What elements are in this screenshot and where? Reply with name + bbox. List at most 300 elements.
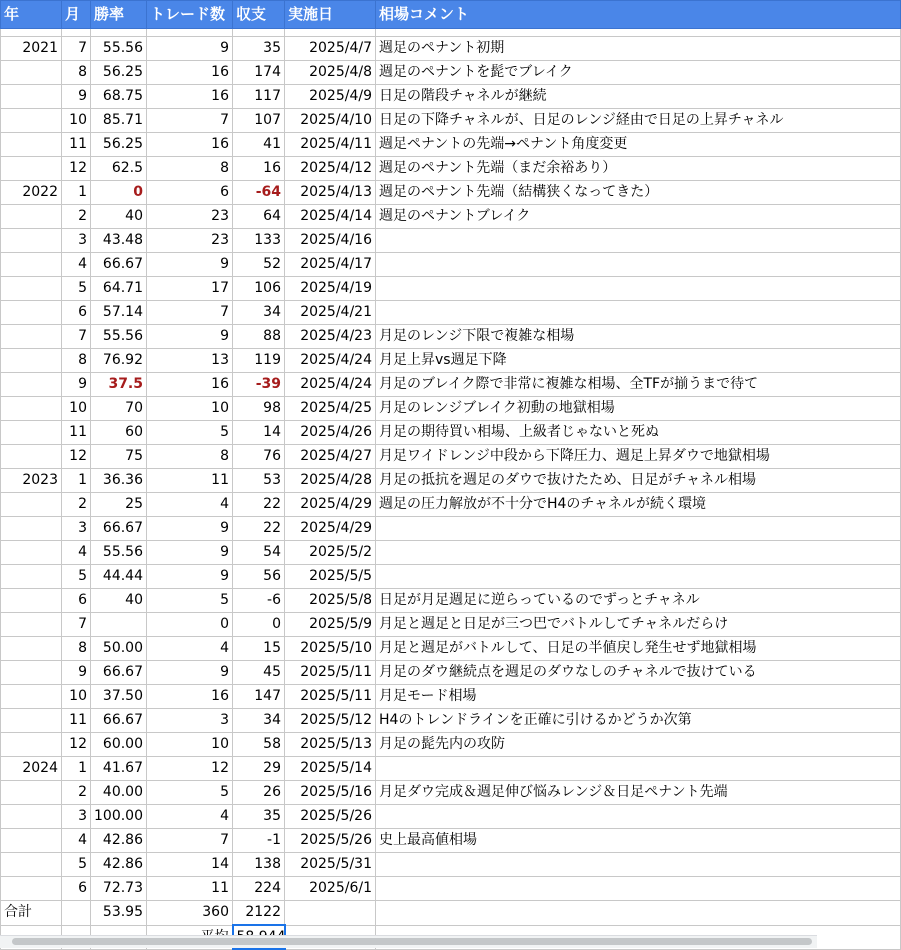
cell-trades[interactable]: 5 xyxy=(147,589,233,613)
cell-trades[interactable]: 8 xyxy=(147,157,233,181)
cell-year[interactable] xyxy=(1,637,62,661)
table-row xyxy=(1,829,901,853)
table-row xyxy=(1,853,901,877)
cell-month[interactable]: 6 xyxy=(62,589,91,613)
table-row xyxy=(1,181,901,205)
cell-date[interactable]: 2025/4/28 xyxy=(285,469,376,493)
cell-profit[interactable]: 64 xyxy=(233,205,285,229)
cell-year[interactable] xyxy=(1,109,62,133)
cell-trades[interactable]: 23 xyxy=(147,229,233,253)
cell-month[interactable]: 10 xyxy=(62,397,91,421)
cell-year[interactable] xyxy=(1,829,62,853)
cell-profit[interactable]: -1 xyxy=(233,829,285,853)
cell-comment[interactable] xyxy=(376,805,901,829)
cell-comment[interactable]: 月足のダウ継続点を週足のダウなしのチャネルで抜けている xyxy=(376,661,901,685)
cell-winrate[interactable]: 66.67 xyxy=(91,661,147,685)
cell-comment[interactable]: 日足の階段チャネルが継続 xyxy=(376,85,901,109)
cell-month[interactable]: 11 xyxy=(62,421,91,445)
cell-comment[interactable]: 月足の髭先内の攻防 xyxy=(376,733,901,757)
cell-date[interactable]: 2025/4/14 xyxy=(285,205,376,229)
cell-comment[interactable] xyxy=(376,229,901,253)
cell-date[interactable]: 2025/4/24 xyxy=(285,349,376,373)
cell-date[interactable]: 2025/5/11 xyxy=(285,661,376,685)
cell-month[interactable]: 7 xyxy=(62,37,91,61)
cell[interactable] xyxy=(147,29,233,37)
cell-date[interactable]: 2025/4/8 xyxy=(285,61,376,85)
cell-trades[interactable]: 17 xyxy=(147,277,233,301)
cell-comment[interactable]: 月足ワイドレンジ中段から下降圧力、週足上昇ダウで地獄相場 xyxy=(376,445,901,469)
cell-profit[interactable]: 107 xyxy=(233,109,285,133)
cell-winrate[interactable]: 37.50 xyxy=(91,685,147,709)
cell-month[interactable]: 5 xyxy=(62,277,91,301)
total-label[interactable]: 合計 xyxy=(1,901,62,926)
cell-profit[interactable]: 34 xyxy=(233,709,285,733)
cell-winrate[interactable]: 66.67 xyxy=(91,253,147,277)
cell-month[interactable]: 11 xyxy=(62,709,91,733)
cell-month[interactable]: 12 xyxy=(62,733,91,757)
table-row xyxy=(1,301,901,325)
cell-date[interactable]: 2025/4/12 xyxy=(285,157,376,181)
total-comment-cell[interactable] xyxy=(376,901,901,926)
cell-month[interactable]: 9 xyxy=(62,373,91,397)
cell-winrate[interactable]: 76.92 xyxy=(91,349,147,373)
cell-profit[interactable]: 0 xyxy=(233,613,285,637)
cell-trades[interactable]: 5 xyxy=(147,781,233,805)
cell-comment[interactable]: 月足ダウ完成＆週足伸び悩みレンジ＆日足ペナント先端 xyxy=(376,781,901,805)
cell-profit[interactable]: 16 xyxy=(233,157,285,181)
cell-profit[interactable]: 88 xyxy=(233,325,285,349)
cell-trades[interactable]: 11 xyxy=(147,877,233,901)
cell-winrate[interactable]: 57.14 xyxy=(91,301,147,325)
cell-trades[interactable]: 16 xyxy=(147,373,233,397)
table-row xyxy=(1,517,901,541)
cell-month[interactable]: 3 xyxy=(62,517,91,541)
cell-trades[interactable]: 16 xyxy=(147,133,233,157)
cell-winrate[interactable]: 66.67 xyxy=(91,709,147,733)
cell-winrate[interactable]: 56.25 xyxy=(91,61,147,85)
cell-date[interactable]: 2025/4/29 xyxy=(285,517,376,541)
cell-month[interactable]: 1 xyxy=(62,181,91,205)
cell-date[interactable]: 2025/4/17 xyxy=(285,253,376,277)
total-trades[interactable]: 360 xyxy=(147,901,233,926)
cell-winrate[interactable]: 66.67 xyxy=(91,517,147,541)
cell-comment[interactable] xyxy=(376,253,901,277)
cell-year[interactable] xyxy=(1,781,62,805)
cell-profit[interactable]: 119 xyxy=(233,349,285,373)
cell-winrate[interactable]: 64.71 xyxy=(91,277,147,301)
cell-month[interactable]: 5 xyxy=(62,565,91,589)
cell-year[interactable] xyxy=(1,61,62,85)
cell-comment[interactable]: 史上最高値相場 xyxy=(376,829,901,853)
cell-comment[interactable] xyxy=(376,877,901,901)
cell-winrate[interactable]: 70 xyxy=(91,397,147,421)
cell-year[interactable] xyxy=(1,349,62,373)
cell-trades[interactable]: 9 xyxy=(147,37,233,61)
cell-month[interactable]: 1 xyxy=(62,757,91,781)
cell-trades[interactable]: 7 xyxy=(147,301,233,325)
cell-date[interactable]: 2025/4/24 xyxy=(285,373,376,397)
cell-year[interactable] xyxy=(1,685,62,709)
cell-date[interactable]: 2025/4/10 xyxy=(285,109,376,133)
cell-winrate[interactable]: 60.00 xyxy=(91,733,147,757)
cell-month[interactable]: 8 xyxy=(62,349,91,373)
cell-profit[interactable]: 106 xyxy=(233,277,285,301)
cell-month[interactable]: 6 xyxy=(62,301,91,325)
cell-trades[interactable]: 9 xyxy=(147,565,233,589)
cell-comment[interactable]: 月足の期待買い相場、上級者じゃないと死ぬ xyxy=(376,421,901,445)
cell-winrate[interactable] xyxy=(91,613,147,637)
cell-trades[interactable]: 16 xyxy=(147,61,233,85)
cell-month[interactable]: 4 xyxy=(62,829,91,853)
cell-year[interactable] xyxy=(1,85,62,109)
cell-profit[interactable]: 138 xyxy=(233,853,285,877)
cell-year[interactable] xyxy=(1,589,62,613)
cell-comment[interactable]: 月足上昇vs週足下降 xyxy=(376,349,901,373)
total-profit[interactable]: 2122 xyxy=(233,901,285,926)
cell-comment[interactable]: 週足のペナントブレイク xyxy=(376,205,901,229)
table-row xyxy=(1,541,901,565)
cell-month[interactable]: 12 xyxy=(62,445,91,469)
cell-date[interactable]: 2025/5/16 xyxy=(285,781,376,805)
cell-profit[interactable]: 29 xyxy=(233,757,285,781)
cell-comment[interactable] xyxy=(376,853,901,877)
cell[interactable] xyxy=(62,29,91,37)
cell-profit[interactable]: 56 xyxy=(233,565,285,589)
cell-profit[interactable]: 133 xyxy=(233,229,285,253)
cell-month[interactable]: 5 xyxy=(62,853,91,877)
cell-year[interactable]: 2024 xyxy=(1,757,62,781)
cell-year[interactable] xyxy=(1,277,62,301)
cell-trades[interactable]: 5 xyxy=(147,421,233,445)
cell-winrate[interactable]: 62.5 xyxy=(91,157,147,181)
cell-comment[interactable]: 日足が月足週足に逆らっているのでずっとチャネル xyxy=(376,589,901,613)
table-row xyxy=(1,637,901,661)
cell-month[interactable]: 7 xyxy=(62,613,91,637)
cell-trades[interactable]: 11 xyxy=(147,469,233,493)
cell-month[interactable]: 2 xyxy=(62,493,91,517)
cell-year[interactable]: 2023 xyxy=(1,469,62,493)
cell-year[interactable] xyxy=(1,709,62,733)
cell-winrate[interactable]: 0 xyxy=(91,181,147,205)
cell-winrate[interactable]: 55.56 xyxy=(91,541,147,565)
cell-year[interactable] xyxy=(1,805,62,829)
cell-date[interactable]: 2025/4/16 xyxy=(285,229,376,253)
cell-year[interactable]: 2021 xyxy=(1,37,62,61)
cell-winrate[interactable]: 40 xyxy=(91,205,147,229)
cell-year[interactable] xyxy=(1,253,62,277)
cell-month[interactable]: 3 xyxy=(62,229,91,253)
cell-profit[interactable]: 54 xyxy=(233,541,285,565)
header-comment[interactable]: 相場コメント xyxy=(376,1,901,29)
cell-comment[interactable]: 月足と週足がバトルして、日足の半値戻し発生せず地獄相場 xyxy=(376,637,901,661)
cell-profit[interactable]: 147 xyxy=(233,685,285,709)
cell-year[interactable] xyxy=(1,205,62,229)
cell-trades[interactable]: 9 xyxy=(147,325,233,349)
cell-date[interactable]: 2025/5/10 xyxy=(285,637,376,661)
cell-date[interactable]: 2025/4/26 xyxy=(285,421,376,445)
cell-profit[interactable]: 22 xyxy=(233,517,285,541)
cell-date[interactable]: 2025/5/9 xyxy=(285,613,376,637)
cell-date[interactable]: 2025/4/25 xyxy=(285,397,376,421)
cell-profit[interactable]: 26 xyxy=(233,781,285,805)
cell-trades[interactable]: 14 xyxy=(147,853,233,877)
cell-month[interactable]: 11 xyxy=(62,133,91,157)
cell-comment[interactable]: 月足モード相場 xyxy=(376,685,901,709)
cell-year[interactable]: 2022 xyxy=(1,181,62,205)
cell-year[interactable] xyxy=(1,613,62,637)
cell-profit[interactable]: -64 xyxy=(233,181,285,205)
cell-winrate[interactable]: 60 xyxy=(91,421,147,445)
cell-comment[interactable]: 週足ペナントの先端→ペナント角度変更 xyxy=(376,133,901,157)
header-month[interactable]: 月 xyxy=(62,1,91,29)
cell-date[interactable]: 2025/5/14 xyxy=(285,757,376,781)
cell-trades[interactable]: 23 xyxy=(147,205,233,229)
cell-date[interactable]: 2025/4/13 xyxy=(285,181,376,205)
cell-winrate[interactable]: 75 xyxy=(91,445,147,469)
cell-trades[interactable]: 6 xyxy=(147,181,233,205)
cell-winrate[interactable]: 42.86 xyxy=(91,853,147,877)
table-row xyxy=(1,109,901,133)
table-row xyxy=(1,565,901,589)
cell-profit[interactable]: 174 xyxy=(233,61,285,85)
total-month-cell[interactable] xyxy=(62,901,91,926)
cell-year[interactable] xyxy=(1,733,62,757)
cell-date[interactable]: 2025/4/27 xyxy=(285,445,376,469)
cell-month[interactable]: 7 xyxy=(62,325,91,349)
table-row xyxy=(1,469,901,493)
cell-month[interactable]: 8 xyxy=(62,637,91,661)
cell-year[interactable] xyxy=(1,325,62,349)
header-year[interactable]: 年 xyxy=(1,1,62,29)
cell-comment[interactable]: H4のトレンドラインを正確に引けるかどうか次第 xyxy=(376,709,901,733)
cell-year[interactable] xyxy=(1,661,62,685)
cell-winrate[interactable]: 55.56 xyxy=(91,37,147,61)
cell-comment[interactable]: 週足のペナント先端（まだ余裕あり） xyxy=(376,157,901,181)
cell-month[interactable]: 9 xyxy=(62,85,91,109)
cell-month[interactable]: 8 xyxy=(62,61,91,85)
cell-date[interactable]: 2025/5/31 xyxy=(285,853,376,877)
cell-comment[interactable] xyxy=(376,301,901,325)
table-row xyxy=(1,349,901,373)
cell-date[interactable]: 2025/4/11 xyxy=(285,133,376,157)
cell-profit[interactable]: -6 xyxy=(233,589,285,613)
header-date[interactable]: 実施日 xyxy=(285,1,376,29)
cell-comment[interactable] xyxy=(376,517,901,541)
cell-profit[interactable]: 35 xyxy=(233,37,285,61)
table-row xyxy=(1,613,901,637)
cell[interactable] xyxy=(285,29,376,37)
cell-comment[interactable]: 月足と週足と日足が三つ巴でバトルしてチャネルだらけ xyxy=(376,613,901,637)
cell-profit[interactable]: 53 xyxy=(233,469,285,493)
cell-comment[interactable]: 週足のペナント初期 xyxy=(376,37,901,61)
cell-winrate[interactable]: 42.86 xyxy=(91,829,147,853)
table-row xyxy=(1,205,901,229)
cell-winrate[interactable]: 37.5 xyxy=(91,373,147,397)
cell-profit[interactable]: 22 xyxy=(233,493,285,517)
cell-trades[interactable]: 3 xyxy=(147,709,233,733)
cell-month[interactable]: 3 xyxy=(62,805,91,829)
table-row xyxy=(1,661,901,685)
table-row xyxy=(1,709,901,733)
cell-date[interactable]: 2025/5/5 xyxy=(285,565,376,589)
table-row xyxy=(1,277,901,301)
cell-winrate[interactable]: 72.73 xyxy=(91,877,147,901)
cell-profit[interactable]: 35 xyxy=(233,805,285,829)
cell-year[interactable] xyxy=(1,421,62,445)
table-row xyxy=(1,421,901,445)
cell-profit[interactable]: 98 xyxy=(233,397,285,421)
cell-date[interactable]: 2025/5/12 xyxy=(285,709,376,733)
cell-trades[interactable]: 7 xyxy=(147,109,233,133)
table-row xyxy=(1,157,901,181)
cell-comment[interactable]: 月足の抵抗を週足のダウで抜けたため、日足がチャネル相場 xyxy=(376,469,901,493)
cell-trades[interactable]: 4 xyxy=(147,805,233,829)
cell-year[interactable] xyxy=(1,565,62,589)
cell-winrate[interactable]: 50.00 xyxy=(91,637,147,661)
cell-date[interactable]: 2025/5/26 xyxy=(285,829,376,853)
cell-month[interactable]: 4 xyxy=(62,253,91,277)
cell[interactable] xyxy=(1,29,62,37)
cell-comment[interactable]: 週足のペナント先端（結構狭くなってきた） xyxy=(376,181,901,205)
cell-date[interactable]: 2025/5/13 xyxy=(285,733,376,757)
cell-winrate[interactable]: 40.00 xyxy=(91,781,147,805)
cell-comment[interactable]: 週足の圧力解放が不十分でH4のチャネルが続く環境 xyxy=(376,493,901,517)
cell-year[interactable] xyxy=(1,853,62,877)
cell-year[interactable] xyxy=(1,157,62,181)
cell-trades[interactable]: 13 xyxy=(147,349,233,373)
cell-trades[interactable]: 10 xyxy=(147,733,233,757)
table-row xyxy=(1,253,901,277)
cell-profit[interactable]: 58 xyxy=(233,733,285,757)
cell-year[interactable] xyxy=(1,877,62,901)
cell-year[interactable] xyxy=(1,373,62,397)
table-row xyxy=(1,445,901,469)
cell-year[interactable] xyxy=(1,301,62,325)
cell-profit[interactable]: 45 xyxy=(233,661,285,685)
cell-trades[interactable]: 9 xyxy=(147,517,233,541)
scrollbar-thumb[interactable] xyxy=(12,938,812,945)
cell-trades[interactable]: 9 xyxy=(147,541,233,565)
cell-trades[interactable]: 12 xyxy=(147,757,233,781)
cell-winrate[interactable]: 25 xyxy=(91,493,147,517)
cell-profit[interactable]: 224 xyxy=(233,877,285,901)
cell-date[interactable]: 2025/4/19 xyxy=(285,277,376,301)
cell-year[interactable] xyxy=(1,133,62,157)
cell-profit[interactable]: 76 xyxy=(233,445,285,469)
cell-year[interactable] xyxy=(1,445,62,469)
cell-trades[interactable]: 0 xyxy=(147,613,233,637)
cell[interactable] xyxy=(376,29,901,37)
cell-date[interactable]: 2025/4/7 xyxy=(285,37,376,61)
cell-date[interactable]: 2025/5/11 xyxy=(285,685,376,709)
cell-month[interactable]: 1 xyxy=(62,469,91,493)
cell[interactable] xyxy=(91,29,147,37)
cell-comment[interactable]: 週足のペナントを髭でブレイク xyxy=(376,61,901,85)
cell-winrate[interactable]: 100.00 xyxy=(91,805,147,829)
cell-date[interactable]: 2025/4/9 xyxy=(285,85,376,109)
cell-comment[interactable]: 月足のブレイク際で非常に複雑な相場、全TFが揃うまで待て xyxy=(376,373,901,397)
cell-profit[interactable]: -39 xyxy=(233,373,285,397)
cell-comment[interactable]: 日足の下降チャネルが、日足のレンジ経由で日足の上昇チャネル xyxy=(376,109,901,133)
total-date-cell[interactable] xyxy=(285,901,376,926)
cell-trades[interactable]: 9 xyxy=(147,661,233,685)
table-row xyxy=(1,133,901,157)
cell-trades[interactable]: 4 xyxy=(147,637,233,661)
cell-date[interactable]: 2025/4/29 xyxy=(285,493,376,517)
cell-comment[interactable]: 月足のレンジブレイク初動の地獄相場 xyxy=(376,397,901,421)
table-row xyxy=(1,877,901,901)
cell-year[interactable] xyxy=(1,517,62,541)
cell-comment[interactable] xyxy=(376,565,901,589)
cell-winrate[interactable]: 41.67 xyxy=(91,757,147,781)
cell-winrate[interactable]: 56.25 xyxy=(91,133,147,157)
cell-date[interactable]: 2025/4/23 xyxy=(285,325,376,349)
cell-month[interactable]: 9 xyxy=(62,661,91,685)
cell-trades[interactable]: 10 xyxy=(147,397,233,421)
cell-comment[interactable] xyxy=(376,541,901,565)
cell-year[interactable] xyxy=(1,229,62,253)
cell-date[interactable]: 2025/6/1 xyxy=(285,877,376,901)
table-row xyxy=(1,781,901,805)
cell-month[interactable]: 6 xyxy=(62,877,91,901)
cell-profit[interactable]: 15 xyxy=(233,637,285,661)
cell-month[interactable]: 2 xyxy=(62,205,91,229)
cell-month[interactable]: 4 xyxy=(62,541,91,565)
cell-date[interactable]: 2025/5/26 xyxy=(285,805,376,829)
cell-trades[interactable]: 16 xyxy=(147,85,233,109)
cell-comment[interactable] xyxy=(376,757,901,781)
header-profit[interactable]: 収支 xyxy=(233,1,285,29)
cell-trades[interactable]: 7 xyxy=(147,829,233,853)
cell-winrate[interactable]: 55.56 xyxy=(91,325,147,349)
total-winrate[interactable]: 53.95 xyxy=(91,901,147,926)
cell-comment[interactable] xyxy=(376,277,901,301)
cell-trades[interactable]: 9 xyxy=(147,253,233,277)
cell-date[interactable]: 2025/4/21 xyxy=(285,301,376,325)
cell-year[interactable] xyxy=(1,541,62,565)
cell-month[interactable]: 10 xyxy=(62,685,91,709)
cell-profit[interactable]: 41 xyxy=(233,133,285,157)
cell-date[interactable]: 2025/5/2 xyxy=(285,541,376,565)
cell-winrate[interactable]: 68.75 xyxy=(91,85,147,109)
cell-profit[interactable]: 34 xyxy=(233,301,285,325)
header-trades[interactable]: トレード数 xyxy=(147,1,233,29)
cell-winrate[interactable]: 43.48 xyxy=(91,229,147,253)
cell[interactable] xyxy=(233,29,285,37)
cell-year[interactable] xyxy=(1,493,62,517)
cell-date[interactable]: 2025/5/8 xyxy=(285,589,376,613)
horizontal-scrollbar[interactable] xyxy=(0,935,817,948)
cell-winrate[interactable]: 40 xyxy=(91,589,147,613)
cell-trades[interactable]: 16 xyxy=(147,685,233,709)
cell-winrate[interactable]: 44.44 xyxy=(91,565,147,589)
cell-comment[interactable]: 月足のレンジ下限で複雑な相場 xyxy=(376,325,901,349)
cell-profit[interactable]: 52 xyxy=(233,253,285,277)
cell-winrate[interactable]: 36.36 xyxy=(91,469,147,493)
cell-month[interactable]: 12 xyxy=(62,157,91,181)
cell-trades[interactable]: 4 xyxy=(147,493,233,517)
table-row xyxy=(1,229,901,253)
cell-month[interactable]: 10 xyxy=(62,109,91,133)
table-row xyxy=(1,733,901,757)
cell-profit[interactable]: 117 xyxy=(233,85,285,109)
cell-winrate[interactable]: 85.71 xyxy=(91,109,147,133)
cell-year[interactable] xyxy=(1,397,62,421)
cell-month[interactable]: 2 xyxy=(62,781,91,805)
cell-trades[interactable]: 8 xyxy=(147,445,233,469)
header-winrate[interactable]: 勝率 xyxy=(91,1,147,29)
cell-profit[interactable]: 14 xyxy=(233,421,285,445)
